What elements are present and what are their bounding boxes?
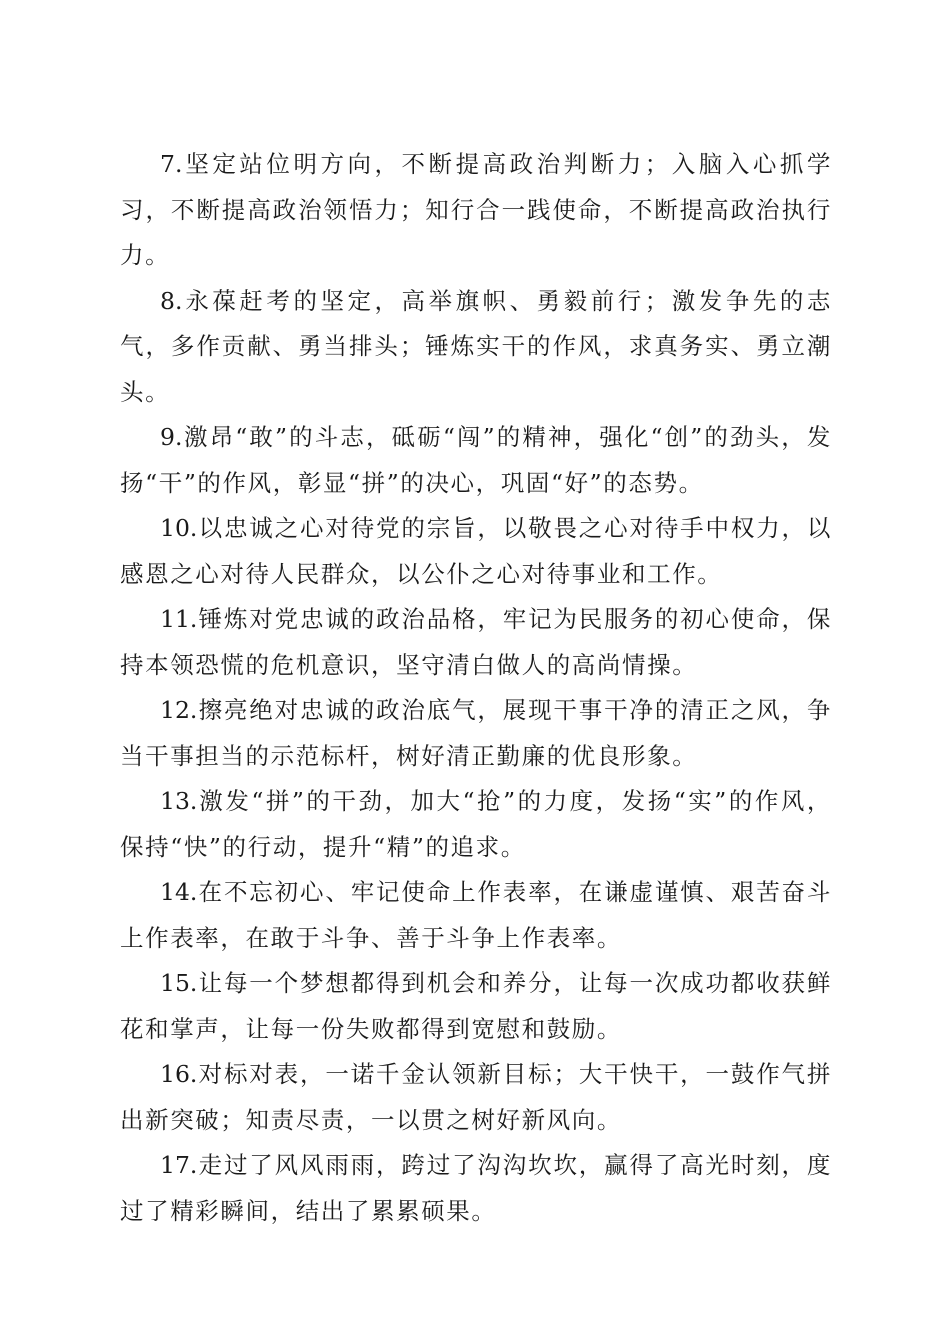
paragraph-number: 17. bbox=[160, 1151, 198, 1179]
document-body bbox=[120, 142, 832, 1234]
paragraph-7 bbox=[120, 142, 832, 279]
paragraph-12 bbox=[120, 688, 832, 779]
paragraph-text: 坚定站位明方向，不断提高政治判断力；入脑入心抓学习，不断提高政治领悟力；知行合一践使命，不断提高政治执行力。 bbox=[120, 150, 832, 269]
paragraph-number: 16. bbox=[160, 1060, 198, 1088]
paragraph-number: 13. bbox=[160, 787, 198, 815]
paragraph-text: 擦亮绝对忠诚的政治底气，展现干事干净的清正之风，争当干事担当的示范标杆，树好清正勤廉的优良形象。 bbox=[120, 696, 832, 770]
paragraph-9 bbox=[120, 415, 832, 506]
paragraph-number: 11. bbox=[160, 605, 198, 633]
paragraph-15 bbox=[120, 961, 832, 1052]
paragraph-8 bbox=[120, 279, 832, 416]
paragraph-10 bbox=[120, 506, 832, 597]
paragraph-number: 15. bbox=[160, 969, 198, 997]
paragraph-number: 10. bbox=[160, 514, 198, 542]
paragraph-number: 8. bbox=[160, 286, 183, 315]
paragraph-text: 让每一个梦想都得到机会和养分，让每一次成功都收获鲜花和掌声，让每一份失败都得到宽慰和鼓励。 bbox=[120, 969, 832, 1043]
paragraph-text: 在不忘初心、牢记使命上作表率，在谦虚谨慎、艰苦奋斗上作表率，在敢于斗争、善于斗争上作表率。 bbox=[120, 878, 832, 952]
paragraph-number: 7. bbox=[160, 150, 183, 178]
paragraph-number: 12. bbox=[160, 696, 198, 724]
paragraph-number: 14. bbox=[160, 878, 198, 906]
paragraph-16 bbox=[120, 1052, 832, 1143]
paragraph-number: 9. bbox=[160, 423, 183, 451]
paragraph-text: 永葆赶考的坚定，高举旗帜、勇毅前行；激发争先的志气，多作贡献、勇当排头；锤炼实干的作风，求真务实、勇立潮头。 bbox=[120, 286, 832, 406]
paragraph-text: 以忠诚之心对待党的宗旨，以敬畏之心对待手中权力，以感恩之心对待人民群众，以公仆之心对待事业和工作。 bbox=[120, 514, 832, 588]
paragraph-14 bbox=[120, 870, 832, 961]
paragraph-17 bbox=[120, 1143, 832, 1234]
paragraph-11 bbox=[120, 597, 832, 688]
paragraph-text: 锤炼对党忠诚的政治品格，牢记为民服务的初心使命，保持本领恐慌的危机意识，坚守清白做人的高尚情操。 bbox=[120, 605, 832, 679]
paragraph-text: 走过了风风雨雨，跨过了沟沟坎坎，赢得了高光时刻，度过了精彩瞬间，结出了累累硕果。 bbox=[120, 1151, 832, 1225]
paragraph-text: 对标对表，一诺千金认领新目标；大干快干，一鼓作气拼出新突破；知责尽责，一以贯之树好新风向。 bbox=[120, 1060, 832, 1134]
paragraph-text: 激发“拼”的干劲，加大“抢”的力度，发扬“实”的作风，保持“快”的行动，提升“精”的追求。 bbox=[120, 787, 832, 861]
paragraph-text: 激昂“敢”的斗志，砥砺“闯”的精神，强化“创”的劲头，发扬“干”的作风，彰显“拼”的决心，巩固“好”的态势。 bbox=[120, 423, 832, 497]
paragraph-13 bbox=[120, 779, 832, 870]
